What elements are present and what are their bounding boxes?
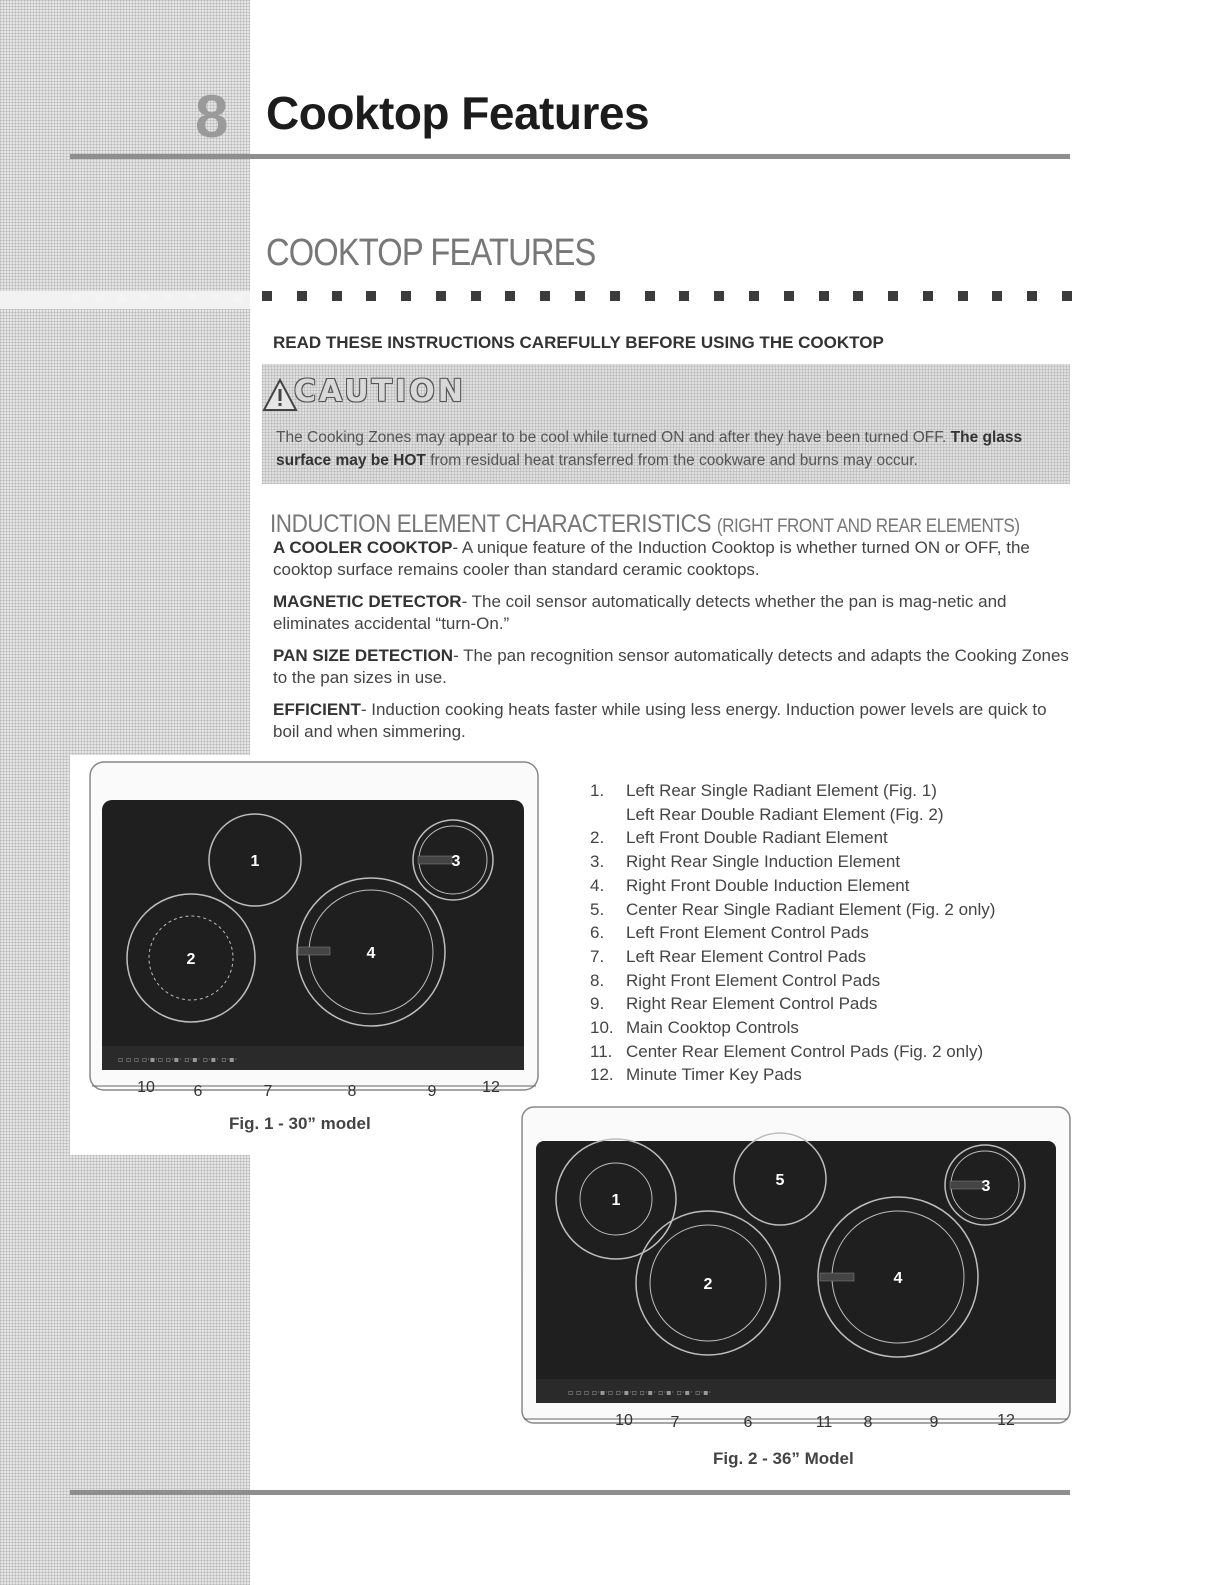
feature-list (273, 537, 1073, 753)
legend-text: Left Rear Double Radiant Element (Fig. 2) (626, 804, 944, 824)
zone-label-5: 5 (775, 1172, 785, 1189)
divider-dot (714, 291, 724, 301)
legend-item (590, 969, 995, 993)
divider-dot (645, 291, 655, 301)
legend-item (590, 945, 995, 969)
legend-item (590, 779, 995, 803)
zone-label-4: 4 (366, 945, 376, 962)
divider-dot (610, 291, 620, 301)
caution-box (262, 364, 1070, 484)
legend-number: 6. (590, 923, 605, 943)
legend-item (590, 874, 995, 898)
svg-text:▫ ▫ ▫ ▫·▪·▫ ▫·▪· ▫·▪·: ▫ ▫ ▫ ▫·▪·▫ ▫·▪· ▫·▪· ▫·▪· ▫·▪· (118, 1055, 238, 1064)
zone-label-2: 2 (186, 951, 196, 968)
zone-label-3: 3 (451, 853, 461, 870)
page-title: Cooktop Features (266, 87, 650, 139)
legend-text: Right Front Double Induction Element (626, 875, 910, 895)
callout-6: 6 (743, 1414, 753, 1431)
feature-item (273, 699, 1073, 743)
legend-item (590, 992, 995, 1016)
divider-dot (819, 291, 829, 301)
legend-item (590, 1063, 995, 1087)
callout-7: 7 (670, 1414, 680, 1431)
component-legend (590, 779, 995, 1087)
figure-1-caption: Fig. 1 - 30” model (229, 1114, 371, 1133)
zone-label-1: 1 (611, 1192, 621, 1209)
section-heading: COOKTOP FEATURES (266, 232, 596, 274)
divider-dot (853, 291, 863, 301)
cooktop-36-diagram (520, 1105, 1072, 1435)
caution-text-part: The Cooking Zones may appear to be cool while turned ON and after they have been turned OFF. (276, 429, 951, 446)
legend-text: Minute Timer Key Pads (626, 1065, 802, 1085)
callout-10: 10 (615, 1412, 633, 1429)
divider-dot (1027, 291, 1037, 301)
legend-number: 11. (590, 1041, 613, 1061)
callout-8: 8 (863, 1414, 873, 1431)
legend-item (590, 803, 995, 827)
legend-number: 1. (590, 781, 605, 800)
divider-dot (749, 291, 759, 301)
divider-dot (401, 291, 411, 301)
feature-text: - Induction cooking heats faster while using less energy. Induction power levels are quick to boil and when simmering. (273, 700, 1047, 741)
legend-number: 12. (590, 1065, 614, 1085)
induction-heading (270, 510, 1020, 539)
feature-text: - A unique feature of the Induction Cooktop is whether turned ON or OFF, the cooktop surface remains cooler than standard ceramic cooktops. (273, 538, 1030, 579)
divider-dot (366, 291, 376, 301)
svg-text:▫ ▫ ▫ ▫·▪·▫ ▫·▪·▫ ▫·▪·: ▫ ▫ ▫ ▫·▪·▫ ▫·▪·▫ ▫·▪· ▫·▪· ▫·▪· ▫·▪· (568, 1388, 712, 1397)
callout-10: 10 (137, 1079, 155, 1096)
legend-number: 4. (590, 875, 605, 895)
callout-12: 12 (997, 1412, 1015, 1429)
feature-item (273, 537, 1073, 581)
zone-label-1: 1 (250, 853, 260, 870)
caution-text (276, 426, 1066, 472)
divider-dot (958, 291, 968, 301)
legend-text: Right Front Element Control Pads (626, 970, 881, 990)
caution-text-part: from residual heat transferred from the cookware and burns may occur. (425, 452, 918, 469)
zone-label-4: 4 (893, 1270, 903, 1287)
cooktop-30-diagram (88, 760, 540, 1100)
section-number: 8 (195, 83, 229, 150)
feature-text: - The pan recognition sensor automatically detects and adapts the Cooking Zones to the pan sizes in use. (273, 646, 1069, 687)
instruction-text: READ THESE INSTRUCTIONS CAREFULLY BEFORE USING THE COOKTOP (273, 333, 884, 352)
caution-text-bold: The glass surface may be HOT (276, 429, 1023, 469)
induction-heading-paren: (RIGHT FRONT AND REAR ELEMENTS) (716, 516, 1020, 537)
divider-dot (679, 291, 689, 301)
induction-heading-main: INDUCTION ELEMENT CHARACTERISTICS (270, 510, 712, 538)
legend-text: Right Rear Element Control Pads (626, 994, 878, 1014)
callout-7: 7 (263, 1083, 273, 1100)
divider-dot (332, 291, 342, 301)
figure-1-cooktop (88, 760, 540, 1100)
divider-dot (784, 291, 794, 301)
legend-number: 3. (590, 852, 605, 872)
sidebar-dot-row (72, 294, 242, 304)
divider-dot (540, 291, 550, 301)
legend-number: 10. (590, 1018, 614, 1038)
divider-dot (297, 291, 307, 301)
legend-number: 8. (590, 970, 605, 990)
legend-number (590, 803, 626, 827)
zone-label-2: 2 (703, 1276, 713, 1293)
legend-item (590, 921, 995, 945)
divider-dot (575, 291, 585, 301)
callout-11: 11 (815, 1414, 833, 1431)
divider-dot (471, 291, 481, 301)
legend-item (590, 1040, 995, 1064)
divider-dot (923, 291, 933, 301)
caution-title: CAUTION (294, 374, 466, 409)
divider-dot (1062, 291, 1072, 301)
legend-item (590, 826, 995, 850)
feature-label: MAGNETIC DETECTOR (273, 592, 462, 611)
callout-12: 12 (482, 1079, 500, 1096)
legend-text: Left Rear Element Control Pads (626, 946, 867, 966)
legend-text: Left Rear Single Radiant Element (Fig. 1) (626, 781, 937, 800)
legend-item (590, 898, 995, 922)
legend-text: Right Rear Single Induction Element (626, 852, 901, 872)
bottom-rule (70, 1490, 1070, 1495)
warning-triangle-icon (262, 378, 298, 412)
feature-label: EFFICIENT (273, 700, 361, 719)
legend-number: 7. (590, 946, 605, 966)
feature-text: - The coil sensor automatically detects whether the pan is mag-netic and eliminates accidental “turn-On.” (273, 592, 1007, 633)
callout-9: 9 (427, 1083, 437, 1100)
dot-divider (262, 291, 1072, 303)
figure-2-cooktop (520, 1105, 1072, 1435)
divider-dot (436, 291, 446, 301)
legend-item (590, 1016, 995, 1040)
feature-item (273, 645, 1073, 689)
legend-number: 5. (590, 899, 605, 919)
divider-dot (505, 291, 515, 301)
callout-8: 8 (347, 1083, 357, 1100)
divider-dot (262, 291, 272, 301)
legend-text: Center Rear Element Control Pads (Fig. 2 only) (626, 1041, 984, 1061)
zone-label-3: 3 (981, 1178, 991, 1195)
legend-text: Left Front Double Radiant Element (626, 828, 888, 848)
divider-dot (992, 291, 1002, 301)
feature-label: A COOLER COOKTOP (273, 538, 453, 557)
figure-2-caption: Fig. 2 - 36” Model (713, 1449, 854, 1468)
callout-6: 6 (193, 1083, 203, 1100)
legend-number: 2. (590, 828, 605, 848)
legend-text: Main Cooktop Controls (626, 1018, 799, 1038)
legend-number: 9. (590, 994, 605, 1014)
callout-9: 9 (929, 1414, 939, 1431)
legend-item (590, 850, 995, 874)
divider-dot (888, 291, 898, 301)
feature-item (273, 591, 1073, 635)
legend-text: Center Rear Single Radiant Element (Fig. 2 only) (626, 899, 996, 919)
top-rule (70, 154, 1070, 159)
feature-label: PAN SIZE DETECTION (273, 646, 454, 665)
legend-text: Left Front Element Control Pads (626, 923, 869, 943)
